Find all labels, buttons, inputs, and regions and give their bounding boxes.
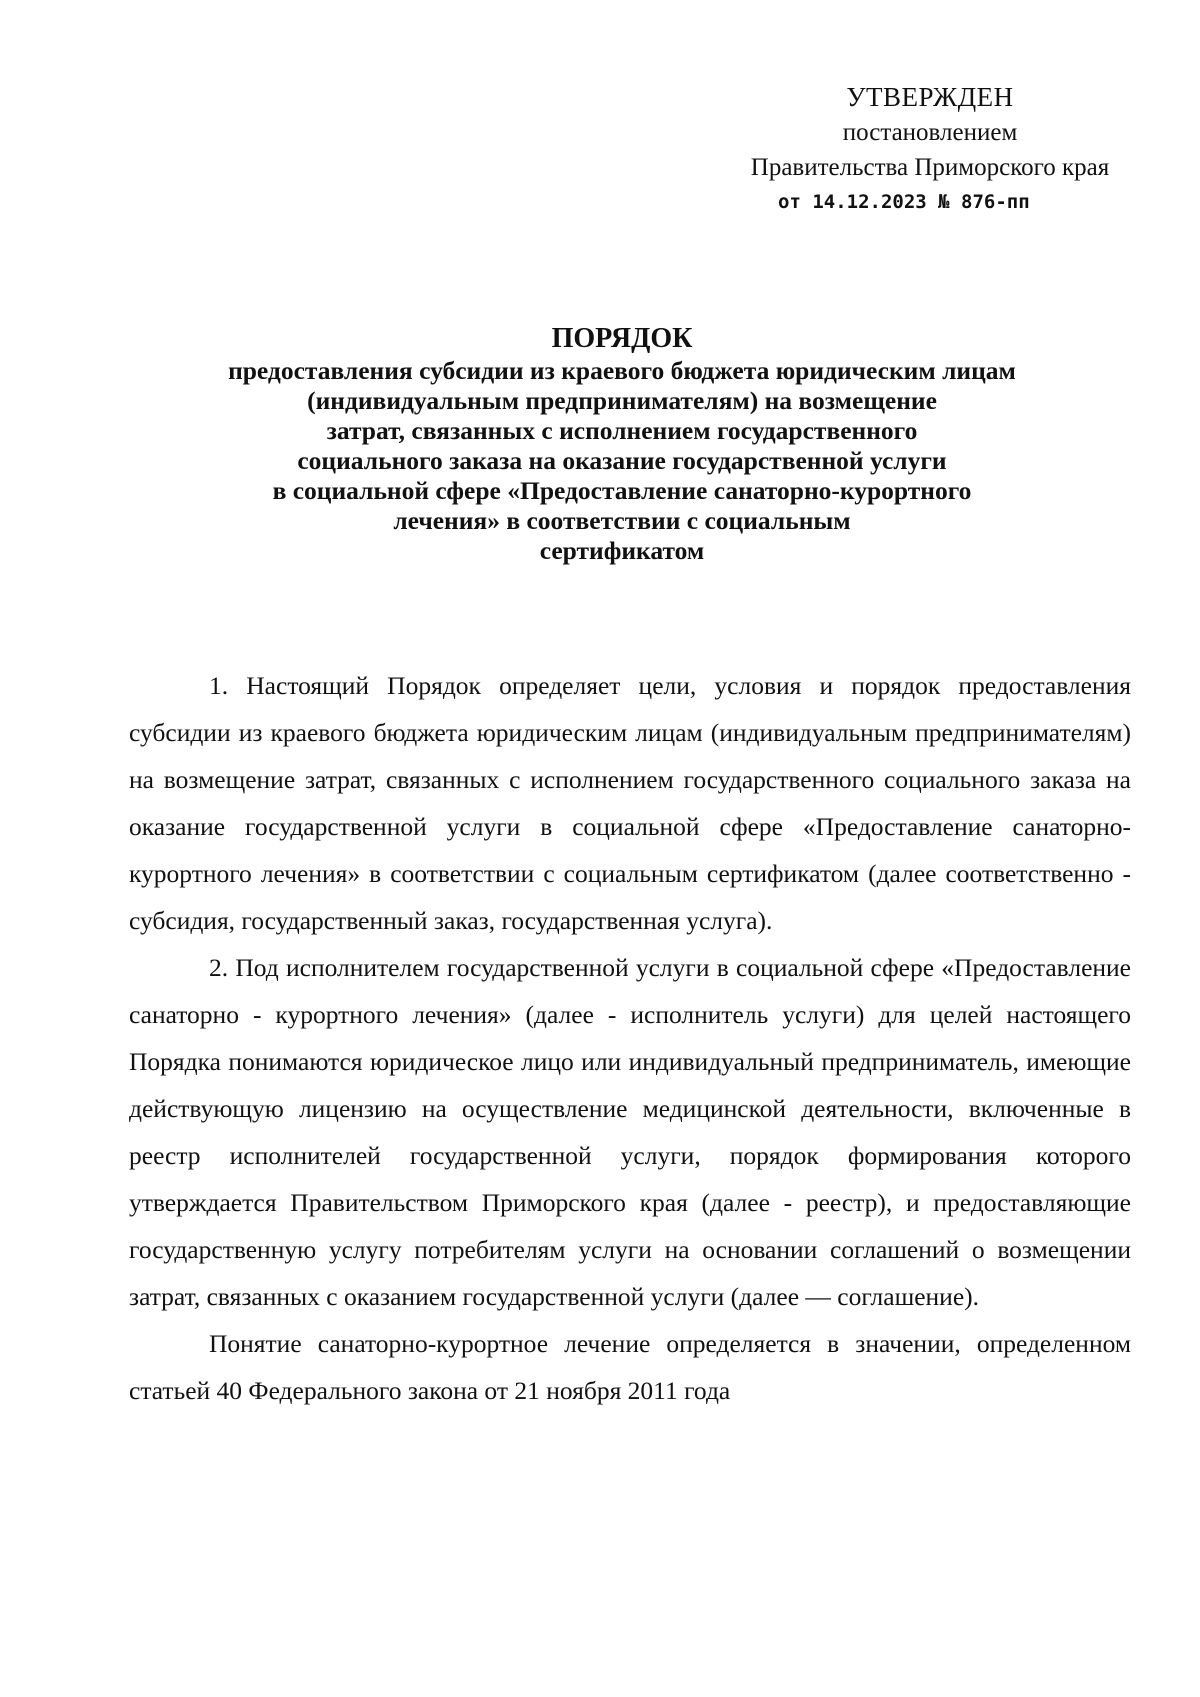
document-body <box>129 662 1131 1414</box>
approval-stamp <box>700 80 1160 220</box>
resolution-date-number: от 14.12.2023 № 876-пп <box>778 191 1030 213</box>
document-title-block <box>120 322 1124 566</box>
title-line-4: социального заказа на оказание государственной услуги <box>297 446 947 475</box>
paragraph-1: 1. Настоящий Порядок определяет цели, условия и порядок предоставления субсидии из краевого бюджета юридическим лицам (индивидуальным предпринимателям) на возмещение затрат, связанных с исполнением государственного социального заказа на оказание государственной услуги в социальной сфере «Предоставление санаторно-курортного лечения» в соответствии с социальным сертификатом (далее соответственно - субсидия, государственный заказ, государственная услуга). <box>129 671 1131 935</box>
by-resolution-label: постановлением <box>842 119 1018 146</box>
title-line-3: затрат, связанных с исполнением государственного <box>326 416 918 445</box>
title-line-7: сертификатом <box>539 536 705 565</box>
paragraph-2: 2. Под исполнителем государственной услуги в социальной сфере «Предоставление санаторно - курортного лечения» (далее - исполнитель услуги) для целей настоящего Порядка понимаются юридическое лицо или индивидуальный предприниматель, имеющие действующую лицензию на осуществление медицинской деятельности, включенные в реестр исполнителей государственной услуги, порядок формирования которого утверждается Правительством Приморского края (далее - реестр), и предоставляющие государственную услугу потребителям услуги на основании соглашений о возмещении затрат, связанных с оказанием государственной услуги (далее — соглашение). <box>129 953 1131 1311</box>
title-line-6: лечения» в соответствии с социальным <box>393 506 851 535</box>
document-title: ПОРЯДОК <box>551 323 693 354</box>
authority-label: Правительства Приморского края <box>750 154 1110 181</box>
paragraph-3: Понятие санаторно-курортное лечение определяется в значении, определенном статьей 40 Федерального закона от 21 ноября 2011 года <box>129 1329 1131 1405</box>
approved-label: УТВЕРЖДЕН <box>846 82 1014 112</box>
title-line-1: предоставления субсидии из краевого бюджета юридическим лицам <box>228 356 1016 385</box>
title-line-5: в социальной сфере «Предоставление санаторно-курортного <box>272 476 972 505</box>
title-line-2: (индивидуальным предпринимателям) на возмещение <box>307 386 937 415</box>
